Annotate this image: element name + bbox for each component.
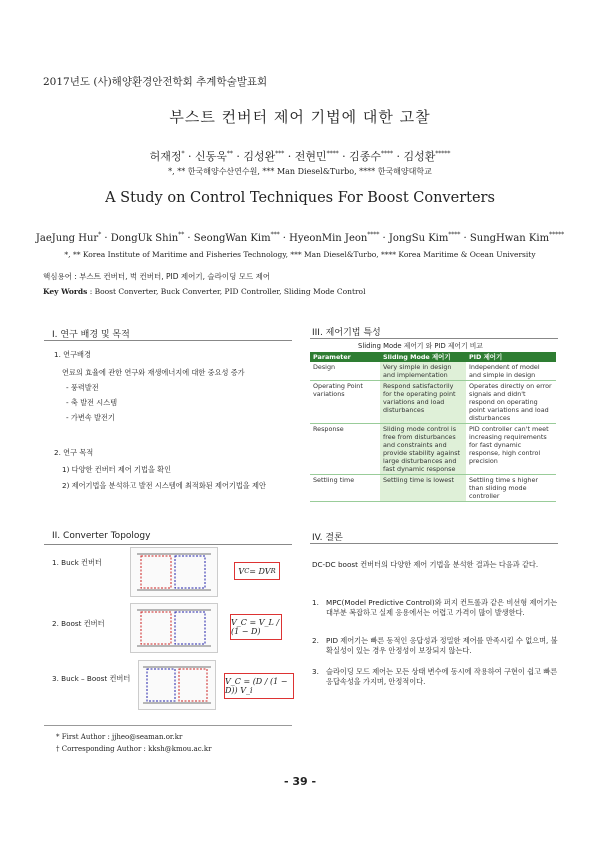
footnote-first-author: * First Author : jjheo@seaman.or.kr: [56, 733, 183, 741]
table-cell: Settling time is lowest: [380, 475, 466, 502]
table-cell: Response: [310, 424, 380, 475]
boost-loop-red: [141, 612, 171, 644]
buck-formula: V C = DV R: [234, 562, 280, 580]
table-cell: PID controller can't meet increasing requirements for fast dynamic response, high control precision: [466, 424, 556, 475]
authors-english: JaeJung Hur* · DongUk Shin** · SeongWan Kim*** · HyeonMin Jeon**** · JongSu Kim**** · SungHwan Kim*****: [35, 231, 565, 244]
research-background-text: 연료의 효율에 관한 연구와 재생에너지에 대한 중요성 증가: [62, 368, 245, 377]
affiliation-korean: *, ** 한국해양수산연수원, *** Man Diesel&Turbo, **** 한국해양대학교: [168, 167, 432, 176]
paper-title-korean: 부스트 컨버터 제어 기법에 대한 고찰: [169, 108, 431, 126]
table-cell: Respond satisfactorily for the operating point variations and load disturbances: [380, 381, 466, 424]
buck-boost-converter-diagram: [138, 660, 216, 710]
table-cell: Settling time s higher than sliding mode controller: [466, 475, 556, 502]
buck-converter-label: 1. Buck 컨버터: [52, 558, 102, 567]
table-cell: Settling time: [310, 475, 380, 502]
buck-boost-loop-red: [179, 669, 207, 701]
bullet-shaft-generator: - 축 발전 시스템: [66, 398, 118, 407]
section-1-heading: I. 연구 배경 및 목적: [52, 330, 130, 340]
boost-formula: V_C = V_L / (1 − D): [230, 614, 282, 640]
section-4-rule: [310, 543, 558, 544]
buck-converter-diagram: [130, 547, 218, 597]
research-background-heading: 1. 연구배경: [54, 350, 91, 359]
table-cell: Independent of model and simple in design: [466, 362, 556, 381]
page-number: - 39 -: [283, 775, 317, 788]
conclusion-item-1: 1. MPC(Model Predictive Control)와 퍼지 컨트롤과 같은 비선형 제어기는 대부분 복잡하고 실제 응용에서는 어렵고 가격이 많이 발생한다.: [312, 598, 558, 617]
table-cell: Operates directly on error signals and didn't respond on operating point variations and load disturbances: [466, 381, 556, 424]
section-3-heading: III. 제어기법 특성: [312, 328, 381, 338]
section-4-heading: IV. 결론: [312, 533, 343, 543]
conclusion-intro: DC-DC boost 컨버터의 다양한 제어 기법을 분석한 결과는 다음과 같다.: [312, 560, 539, 569]
research-aim-2: 2) 제어기법을 분석하고 발전 시스템에 최적화된 제어기법을 제안: [62, 481, 266, 490]
table-header-cell: PID 제어기: [466, 352, 556, 362]
section-1-rule: [44, 340, 292, 341]
bullet-variable-speed: - 가변속 발전기: [66, 413, 115, 422]
footnote-corresponding-author: † Corresponding Author : kksh@kmou.ac.kr: [56, 745, 212, 753]
conference-name: 2017년도 (사)해양환경안전학회 추계학술발표회: [43, 76, 268, 88]
table-header-row: [310, 352, 556, 362]
buck-boost-loop-blue: [147, 669, 175, 701]
table-cell: Sliding mode control is free from disturbances and constraints and provide stability against large disturbances and fast dynamic response: [380, 424, 466, 475]
comparison-table: [310, 352, 556, 502]
section-2-heading: II. Converter Topology: [52, 531, 151, 541]
authors-korean: 허재정* · 신동욱** · 김성완*** · 전현민**** · 김종수**** · 김성환*****: [149, 150, 451, 163]
keywords-korean: 핵심용어 : 부스트 컨버터, 벅 컨버터, PID 제어기, 슬라이딩 모드 제어: [43, 272, 271, 281]
boost-converter-label: 2. Boost 컨버터: [52, 619, 105, 628]
section-2-rule: [44, 544, 292, 545]
buck-loop-red: [141, 556, 171, 588]
table-row: [310, 475, 556, 502]
table-cell: Very simple in design and implementation: [380, 362, 466, 381]
boost-loop-blue: [175, 612, 205, 644]
research-aim-heading: 2. 연구 목적: [54, 448, 94, 457]
paper-title-english: A Study on Control Techniques For Boost Converters: [105, 190, 495, 206]
table-row: [310, 424, 556, 475]
conclusion-item-3: 3. 슬라이딩 모드 제어는 모든 상태 변수에 동시에 작용하여 구현이 쉽고 빠른 응답속성을 가지며, 안정적이다.: [312, 667, 558, 686]
conclusion-item-2: 2. PID 제어기는 빠른 동적인 응답성과 정밀한 제어를 만족시킬 수 없으며, 불확실성이 있는 경우 안정성이 보장되지 않는다.: [312, 636, 558, 655]
table-header-cell: Sliding Mode 제어기: [380, 352, 466, 362]
table-caption: Sliding Mode 제어기 와 PID 제어기 비교: [358, 342, 483, 350]
buck-loop-blue: [175, 556, 205, 588]
boost-converter-diagram: [130, 603, 218, 653]
keywords-english: Key Words : Boost Converter, Buck Converter, PID Controller, Sliding Mode Control: [43, 287, 366, 296]
research-aim-1: 1) 다양한 컨버터 제어 기법을 확인: [62, 465, 172, 474]
table-header-cell: Parameter: [310, 352, 380, 362]
table-row: [310, 362, 556, 381]
buck-boost-converter-label: 3. Buck – Boost 컨버터: [52, 674, 131, 683]
section-3-rule: [310, 338, 558, 339]
footnote-rule: [44, 725, 292, 726]
table-cell: Operating Point variations: [310, 381, 380, 424]
bullet-wind-power: - 풍력발전: [66, 383, 99, 392]
affiliation-english: *, ** Korea Institute of Maritime and Fisheries Technology, *** Man Diesel&Turbo, **** Korea Maritime & Ocean University: [64, 250, 536, 259]
buck-boost-formula: V_C = (D / (1 − D)) V_i: [224, 673, 294, 699]
table-cell: Design: [310, 362, 380, 381]
table-row: [310, 381, 556, 424]
